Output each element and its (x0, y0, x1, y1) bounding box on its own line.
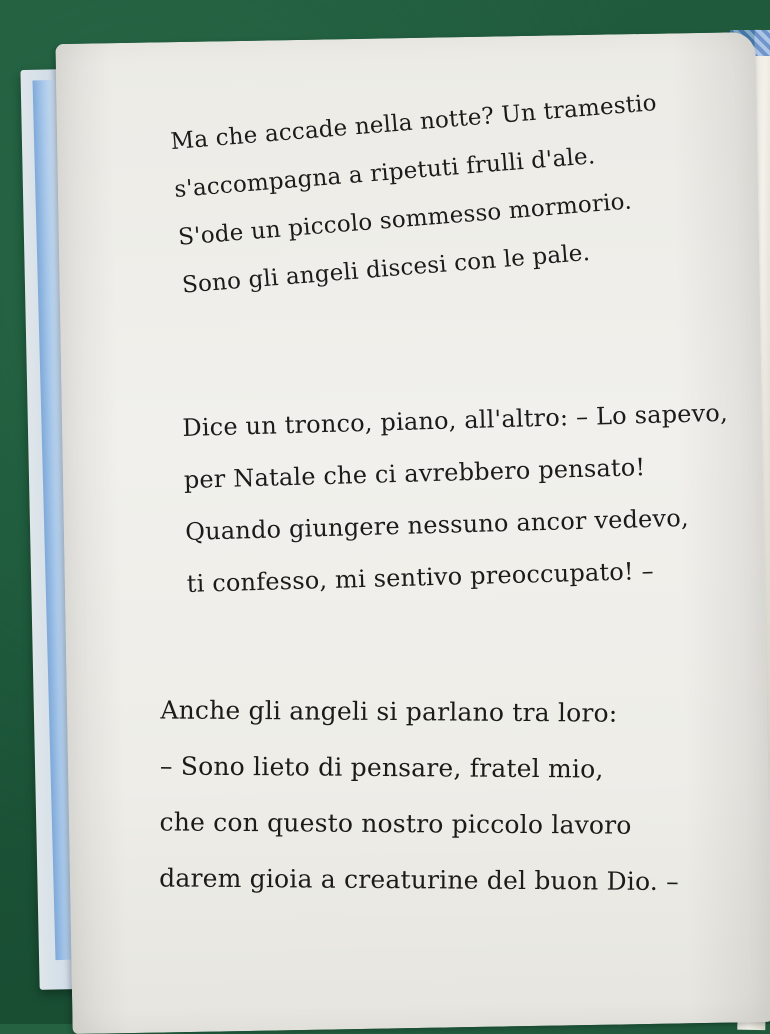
stanza-1 (169, 79, 670, 309)
book-page (55, 32, 770, 1034)
stanza-3 (159, 682, 680, 910)
stanza-2 (182, 387, 733, 610)
poem-line: S'ode un piccolo sommesso mormorio. (177, 188, 633, 251)
poem-line: – Sono lieto di pensare, fratel mio, (159, 751, 604, 784)
poem-line: Anche gli angeli si parlano tra loro: (160, 695, 618, 728)
poem-line: s'accompagna a ripetuti frulli d'ale. (173, 143, 597, 203)
poem-line: che con questo nostro piccolo lavoro (159, 807, 632, 840)
poem-line: ti confesso, mi sentivo preoccupato! – (186, 556, 655, 598)
poem-line: darem gioia a creaturine del buon Dio. – (159, 863, 679, 897)
poem-line: Dice un tronco, piano, all'altro: – Lo sapevo, (182, 398, 729, 443)
poem-line: per Natale che ci avrebbero pensato! (183, 453, 646, 494)
poem-line: Quando giungere nessuno ancor vedevo, (184, 503, 690, 546)
poem-line: Sono gli angeli discesi con le pale. (181, 239, 592, 299)
poem-line: Ma che accade nella notte? Un tramestio (169, 90, 658, 156)
